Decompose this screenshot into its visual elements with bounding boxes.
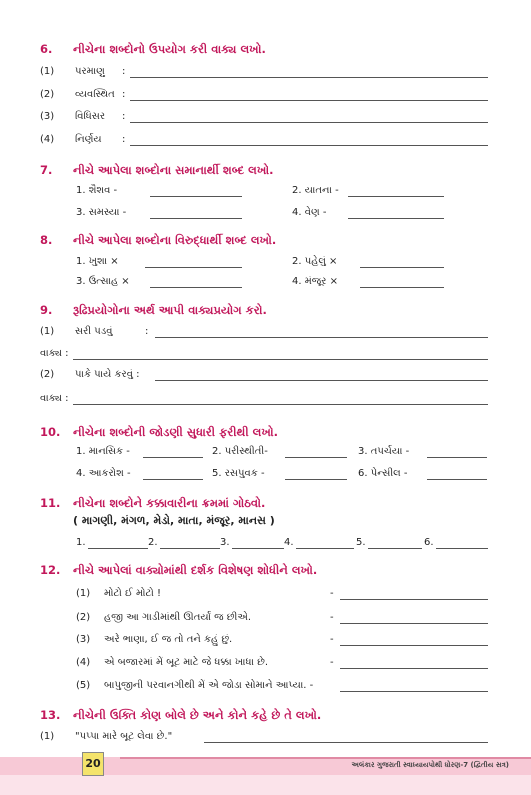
q9-item-2-sentence-label: વાક્ય : (40, 393, 69, 404)
q12-item-1-dash: - (330, 588, 334, 599)
q7-item-4: 4. વેણ - (292, 207, 327, 218)
q8-item-4-line[interactable] (360, 287, 444, 288)
q12-item-5-line[interactable] (340, 691, 488, 692)
q11-title: નીચેના શબ્દોને કક્કાવારીના ક્રમમાં ગોઠવો. (73, 496, 266, 510)
q6-item-4-colon: : (122, 134, 126, 145)
q12-item-2-dash: - (330, 612, 334, 623)
q9-item-1-meaning-line[interactable] (155, 337, 488, 338)
q13-item-1-number: (1) (40, 731, 55, 742)
q11-blank-1-line[interactable] (88, 548, 148, 549)
q12-item-3-line[interactable] (340, 645, 488, 646)
q6-item-3-word: વિધિસર (75, 111, 106, 122)
q8-item-4: 4. મંજૂર × (292, 276, 338, 287)
q12-item-4-dash: - (330, 657, 334, 668)
footer-rule (120, 757, 531, 759)
q9-item-1-sentence-line[interactable] (73, 359, 488, 360)
q13-number: 13. (40, 708, 61, 722)
q11-blank-2-label: 2. (148, 537, 158, 548)
q10-item-5-line[interactable] (285, 479, 347, 480)
q12-item-2-number: (2) (76, 612, 91, 623)
q12-item-3-text: અરે ભાણા, ઈ જ તો તને કહું છું. (104, 634, 233, 645)
q10-title: નીચેના શબ્દોની જોડણી સુધારી ફરીથી લખો. (73, 425, 279, 439)
q10-number: 10. (40, 425, 61, 439)
q11-number: 11. (40, 496, 61, 510)
q11-blank-4-line[interactable] (296, 548, 354, 549)
q8-item-3-line[interactable] (150, 287, 242, 288)
q7-item-1: 1. શૈશવ - (76, 185, 118, 196)
q6-item-1-word: પરમાણુ (75, 66, 105, 77)
q6-title: નીચેના શબ્દોનો ઉપયોગ કરી વાક્ય લખો. (73, 42, 266, 56)
q9-item-2-number: (2) (40, 369, 55, 380)
q6-item-2-colon: : (122, 89, 126, 100)
q9-number: 9. (40, 303, 53, 317)
q8-number: 8. (40, 233, 53, 247)
q12-item-5-number: (5) (76, 680, 91, 691)
book-title: અલંકાર ગુજરાતી સ્વાધ્યાયપોથી ધોરણ-7 (દ્વિતીય સત્ર) (351, 761, 509, 769)
q13-item-1-text: "પપ્પા મારે બૂટ લેવા છે." (75, 731, 173, 742)
q12-item-1-text: મોટો ઈ મોટો ! (104, 588, 162, 599)
q12-title: નીચે આપેલાં વાક્યોમાંથી દર્શક વિશેષણ શોધીને લખો. (73, 563, 318, 577)
q10-item-2-line[interactable] (285, 457, 347, 458)
q7-item-3-line[interactable] (150, 218, 242, 219)
page-number: 20 (82, 752, 104, 776)
q7-number: 7. (40, 163, 53, 177)
q12-number: 12. (40, 563, 61, 577)
q10-item-2: 2. પરીસ્થીતી- (212, 446, 268, 457)
q6-item-2-word: વ્યવસ્થિત (75, 89, 115, 100)
q11-blank-3-line[interactable] (232, 548, 284, 549)
q7-title: નીચે આપેલા શબ્દોના સમાનાર્થી શબ્દ લખો. (73, 163, 274, 177)
q8-item-2-line[interactable] (360, 267, 444, 268)
q10-item-6-line[interactable] (427, 479, 487, 480)
q9-item-1-phrase: સરી પડવું (75, 326, 113, 337)
q10-item-6: 6. પેન્સીલ - (358, 468, 408, 479)
q9-item-1-sentence-label: વાક્ય : (40, 348, 69, 359)
q12-item-4-number: (4) (76, 657, 91, 668)
footer-bottom-strip (0, 775, 531, 795)
q9-item-2-phrase: પાકે પાયે કરવું : (75, 369, 140, 380)
q9-item-2-sentence-line[interactable] (73, 404, 488, 405)
q12-item-1-number: (1) (76, 588, 91, 599)
q10-item-1-line[interactable] (143, 457, 203, 458)
q6-item-4-word: નિર્ણય (75, 134, 102, 145)
q7-item-1-line[interactable] (150, 196, 242, 197)
q8-item-2: 2. પહેલું × (292, 256, 338, 267)
q12-item-4-line[interactable] (340, 668, 488, 669)
q8-item-1: 1. ખુશા × (76, 256, 119, 267)
q10-item-3: 3. તપર્ચયા - (358, 446, 410, 457)
q6-number: 6. (40, 42, 53, 56)
q11-blank-6-label: 6. (424, 537, 434, 548)
q9-item-2-meaning-line[interactable] (155, 380, 488, 381)
q6-item-4-answer-line[interactable] (130, 145, 488, 146)
q12-item-3-dash: - (330, 634, 334, 645)
q7-item-3: 3. સમસ્યા - (76, 207, 127, 218)
q12-item-4-text: એ બજારમાં મેં બૂટ માટે જે ધક્કા ખાધા છે. (104, 657, 269, 668)
q10-item-4: 4. આકરોશ - (76, 468, 131, 479)
q11-blank-5-label: 5. (356, 537, 366, 548)
q11-blank-2-line[interactable] (160, 548, 220, 549)
q12-item-2-line[interactable] (340, 623, 488, 624)
q12-item-1-line[interactable] (340, 599, 488, 600)
q7-item-4-line[interactable] (348, 218, 444, 219)
q6-item-2-answer-line[interactable] (130, 100, 488, 101)
q11-blank-6-line[interactable] (436, 548, 488, 549)
q6-item-3-answer-line[interactable] (130, 122, 488, 123)
q9-title: રૂઢિપ્રયોગોના અર્થ આપી વાક્યપ્રયોગ કરો. (73, 303, 267, 317)
q8-item-1-line[interactable] (145, 267, 242, 268)
q6-item-1-answer-line[interactable] (130, 77, 488, 78)
q6-item-3-colon: : (122, 111, 126, 122)
q13-item-1-line[interactable] (204, 742, 488, 743)
q11-blank-1-label: 1. (76, 537, 86, 548)
q11-blank-5-line[interactable] (368, 548, 422, 549)
q12-item-2-text: હજી આ ગાડીમાંથી ઊતર્યાં જ છીએ. (104, 612, 252, 623)
q6-item-1-colon: : (122, 66, 126, 77)
q6-item-2-number: (2) (40, 89, 55, 100)
q7-item-2-line[interactable] (348, 196, 444, 197)
q6-item-4-number: (4) (40, 134, 55, 145)
q12-item-5-text: બાપુજીની પરવાનગીથી મેં એ જોડા સોમાને આપ્યા. - (104, 680, 314, 691)
q13-title: નીચેની ઉક્તિ કોણ બોલે છે અને કોને કહે છે તે લખો. (73, 708, 322, 722)
q10-item-1: 1. માનસિક - (76, 446, 130, 457)
q8-item-3: 3. ઉત્સાહ × (76, 276, 130, 287)
q10-item-5: 5. રસપુવક - (212, 468, 265, 479)
q11-word-list: ( માગણી, મંગળ, મેડો, માતા, મંજૂર, માનસ ) (73, 514, 275, 527)
q11-blank-3-label: 3. (220, 537, 230, 548)
q10-item-3-line[interactable] (427, 457, 487, 458)
q9-item-1-colon: : (145, 326, 149, 337)
q12-item-3-number: (3) (76, 634, 91, 645)
q6-item-1-number: (1) (40, 66, 55, 77)
q9-item-1-number: (1) (40, 326, 55, 337)
q7-item-2: 2. યાતના - (292, 185, 339, 196)
q11-blank-4-label: 4. (284, 537, 294, 548)
q8-title: નીચે આપેલા શબ્દોના વિરુદ્ધાર્થી શબ્દ લખો. (73, 233, 277, 247)
q6-item-3-number: (3) (40, 111, 55, 122)
q10-item-4-line[interactable] (143, 479, 203, 480)
